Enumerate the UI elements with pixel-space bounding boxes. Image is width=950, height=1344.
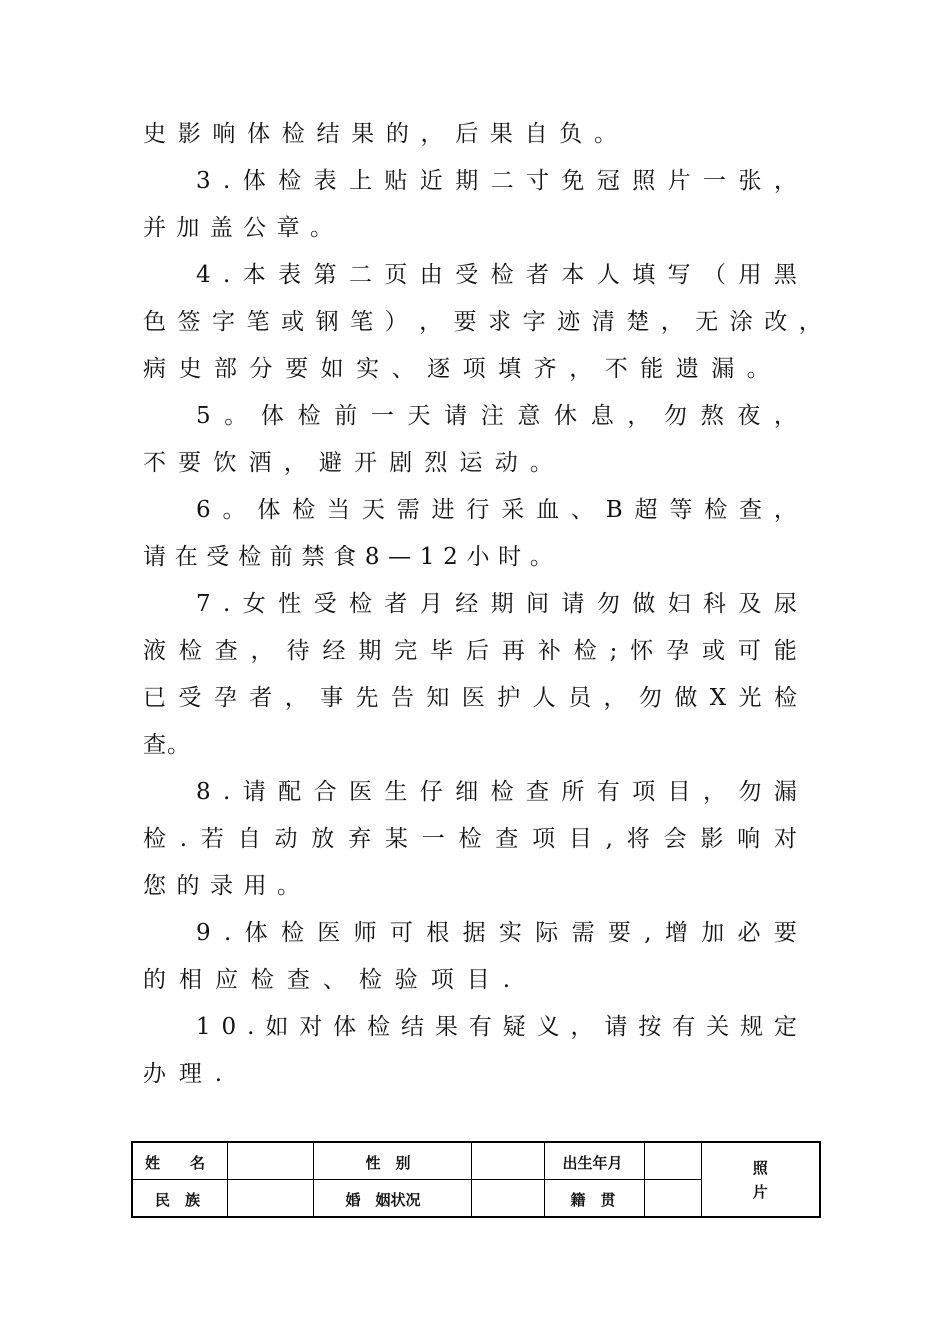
notice-line	[0, 399, 950, 433]
notice-line-text: 查 。	[143, 732, 190, 758]
notice-line	[0, 963, 950, 997]
name-label: 姓 名	[145, 1154, 206, 1172]
ethnicity-label-cell	[132, 1180, 227, 1218]
notice-line	[0, 728, 950, 762]
notice-line-text: 您 的 录 用 。	[143, 873, 300, 899]
ethnicity-label: 民 族	[155, 1191, 201, 1209]
gender-label-cell	[313, 1142, 471, 1180]
notice-line	[0, 681, 950, 715]
notice-line-text: 5 。 体 检 前 一 天 请 注 意 休 息 ， 勿 熬 夜 ，	[196, 403, 797, 429]
notice-line-text: 3 . 体 检 表 上 贴 近 期 二 寸 免 冠 照 片 一 张 ，	[196, 168, 797, 194]
birth-label-cell	[544, 1142, 644, 1180]
marital-field[interactable]	[471, 1180, 544, 1218]
notice-line-text: 8 . 请 配 合 医 生 仔 细 检 查 所 有 项 目 ， 勿 漏	[196, 779, 797, 805]
ethnicity-field[interactable]	[227, 1180, 313, 1218]
notice-line-text: 病 史 部 分 要 如 实 、 逐 项 填 齐 ， 不 能 遗 漏 。	[143, 356, 770, 382]
notice-line	[0, 587, 950, 621]
notice-line	[0, 258, 950, 292]
marital-label: 婚 姻状况	[345, 1191, 421, 1209]
notice-line	[0, 446, 950, 480]
notice-line	[0, 822, 950, 856]
notice-line	[0, 493, 950, 527]
birth-label: 出生年月	[562, 1154, 623, 1172]
birth-field[interactable]	[644, 1142, 701, 1180]
personal-info-table	[131, 1141, 821, 1218]
photo-label-2: 片	[752, 1182, 768, 1201]
notice-line-text: 色 签 字 笔 或 钢 笔 ） ， 要 求 字 迹 清 楚 ， 无 涂 改 ，	[143, 309, 822, 335]
photo-label-1: 照	[752, 1158, 768, 1177]
notice-line	[0, 211, 950, 245]
notice-line-text: 办 理 .	[143, 1061, 222, 1087]
notice-line	[0, 1057, 950, 1091]
notice-line	[0, 916, 950, 950]
native-field[interactable]	[644, 1180, 701, 1218]
notice-line	[0, 869, 950, 903]
gender-field[interactable]	[471, 1142, 544, 1180]
notice-line	[0, 352, 950, 386]
notice-line-text: 检 . 若 自 动 放 弃 某 一 检 查 项 目 , 将 会 影 响 对	[143, 826, 797, 852]
notice-line-text: 液 检 查 ， 待 经 期 完 毕 后 再 补 检 ; 怀 孕 或 可 能	[143, 638, 797, 664]
notice-line-text: 7 . 女 性 受 检 者 月 经 期 间 请 勿 做 妇 科 及 尿	[196, 591, 797, 617]
notice-line-text: 9 . 体 检 医 师 可 根 据 实 际 需 要 , 增 加 必 要	[196, 920, 797, 946]
notice-line	[0, 164, 950, 198]
notice-line-text: 史 影 响 体 检 结 果 的 ， 后 果 自 负 。	[143, 121, 617, 147]
notice-line	[0, 540, 950, 574]
name-field[interactable]	[227, 1142, 313, 1180]
notice-line	[0, 117, 950, 151]
notice-line	[0, 634, 950, 668]
gender-label: 性 别	[365, 1154, 411, 1172]
notice-line-text: 已 受 孕 者 ， 事 先 告 知 医 护 人 员 ， 勿 做 X 光 检	[143, 685, 797, 711]
notice-line-text: 1 0 . 如 对 体 检 结 果 有 疑 义 ， 请 按 有 关 规 定	[196, 1014, 797, 1040]
notice-line-text: 的 相 应 检 查 、 检 验 项 目 .	[143, 967, 510, 993]
notice-line	[0, 305, 950, 339]
native-label: 籍 贯	[570, 1191, 616, 1209]
name-label-cell	[132, 1142, 227, 1180]
notice-line-text: 请 在 受 检 前 禁 食 8 — 1 2 小 时 。	[143, 544, 553, 570]
notice-line-text: 不 要 饮 酒 ， 避 开 剧 烈 运 动 。	[143, 450, 553, 476]
notice-line-text: 6 。 体 检 当 天 需 进 行 采 血 、 B 超 等 检 查 ，	[196, 497, 797, 523]
notice-line-text: 并 加 盖 公 章 。	[143, 215, 333, 241]
native-label-cell	[544, 1180, 644, 1218]
table-row	[132, 1142, 820, 1180]
notice-line	[0, 1010, 950, 1044]
photo-box	[701, 1142, 820, 1217]
notice-line-text: 4 . 本 表 第 二 页 由 受 检 者 本 人 填 写 （ 用 黑	[196, 262, 797, 288]
notice-line	[0, 775, 950, 809]
marital-label-cell	[313, 1180, 471, 1218]
